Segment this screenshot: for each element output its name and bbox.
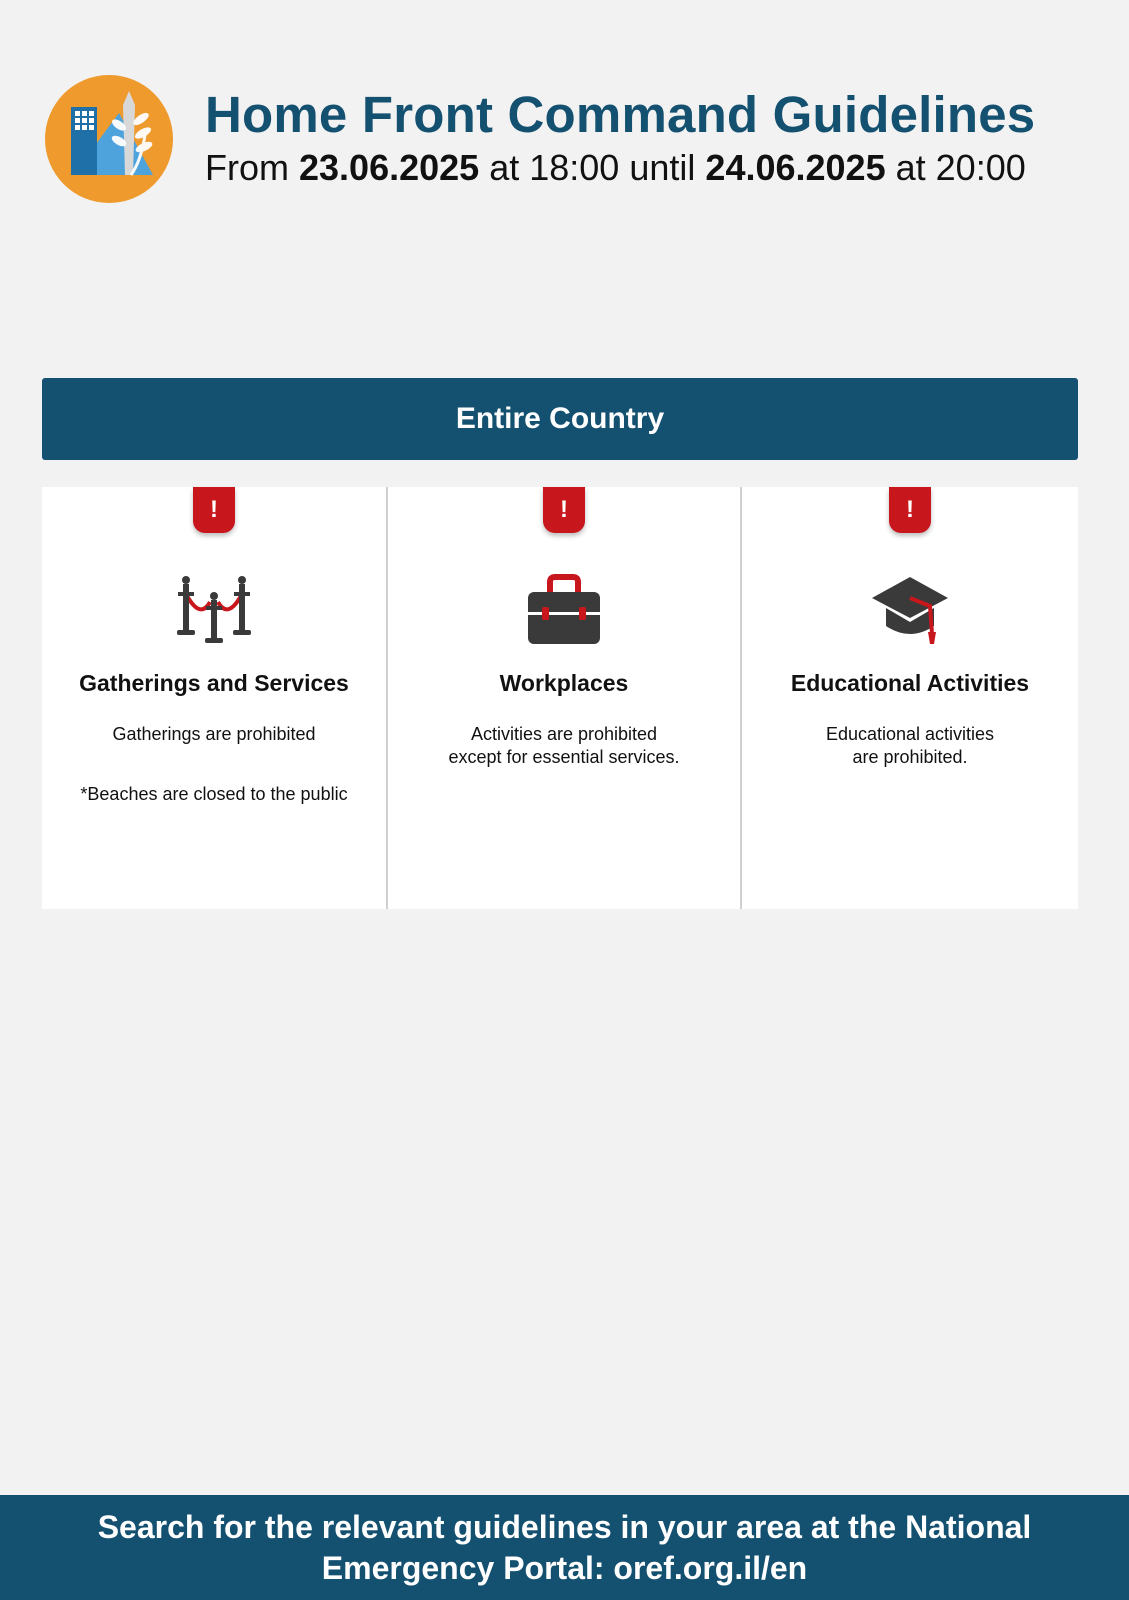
until-date: 24.06.2025 [705, 147, 886, 188]
region-banner [42, 378, 1078, 460]
header [45, 75, 1115, 205]
footer-text: Search for the relevant guidelines in your area at the National Emergency Portal: oref.org.il/en [97, 1508, 1032, 1586]
card-gatherings [42, 487, 386, 909]
footer-banner [0, 1495, 1129, 1600]
guideline-cards [42, 487, 1078, 909]
stanchions-icon [174, 572, 254, 647]
from-date: 23.06.2025 [299, 147, 480, 188]
alert-badge: ! [889, 487, 931, 533]
validity-period [205, 147, 1026, 189]
card-note: *Beaches are closed to the public [80, 784, 348, 804]
until-label: until [629, 147, 696, 188]
card-title: Workplaces [499, 670, 629, 696]
page-title: Home Front Command Guidelines [205, 86, 1036, 143]
card-title: Gatherings and Services [79, 670, 349, 696]
from-time: at 18:00 [489, 147, 620, 188]
card-description: Activities are prohibited except for essential services. [448, 724, 680, 767]
card-education [740, 487, 1078, 909]
card-title: Educational Activities [790, 670, 1030, 696]
from-label: From [205, 147, 289, 188]
alert-badge: ! [193, 487, 235, 533]
card-description: Educational activities are prohibited. [825, 724, 995, 767]
briefcase-icon [524, 572, 604, 647]
card-workplaces [386, 487, 740, 909]
home-front-command-logo [45, 75, 173, 203]
card-description: Gatherings are prohibited [112, 724, 316, 744]
alert-badge: ! [543, 487, 585, 533]
region-label: Entire Country [455, 402, 665, 435]
graduation-cap-icon [870, 572, 950, 647]
until-time: at 20:00 [895, 147, 1026, 188]
